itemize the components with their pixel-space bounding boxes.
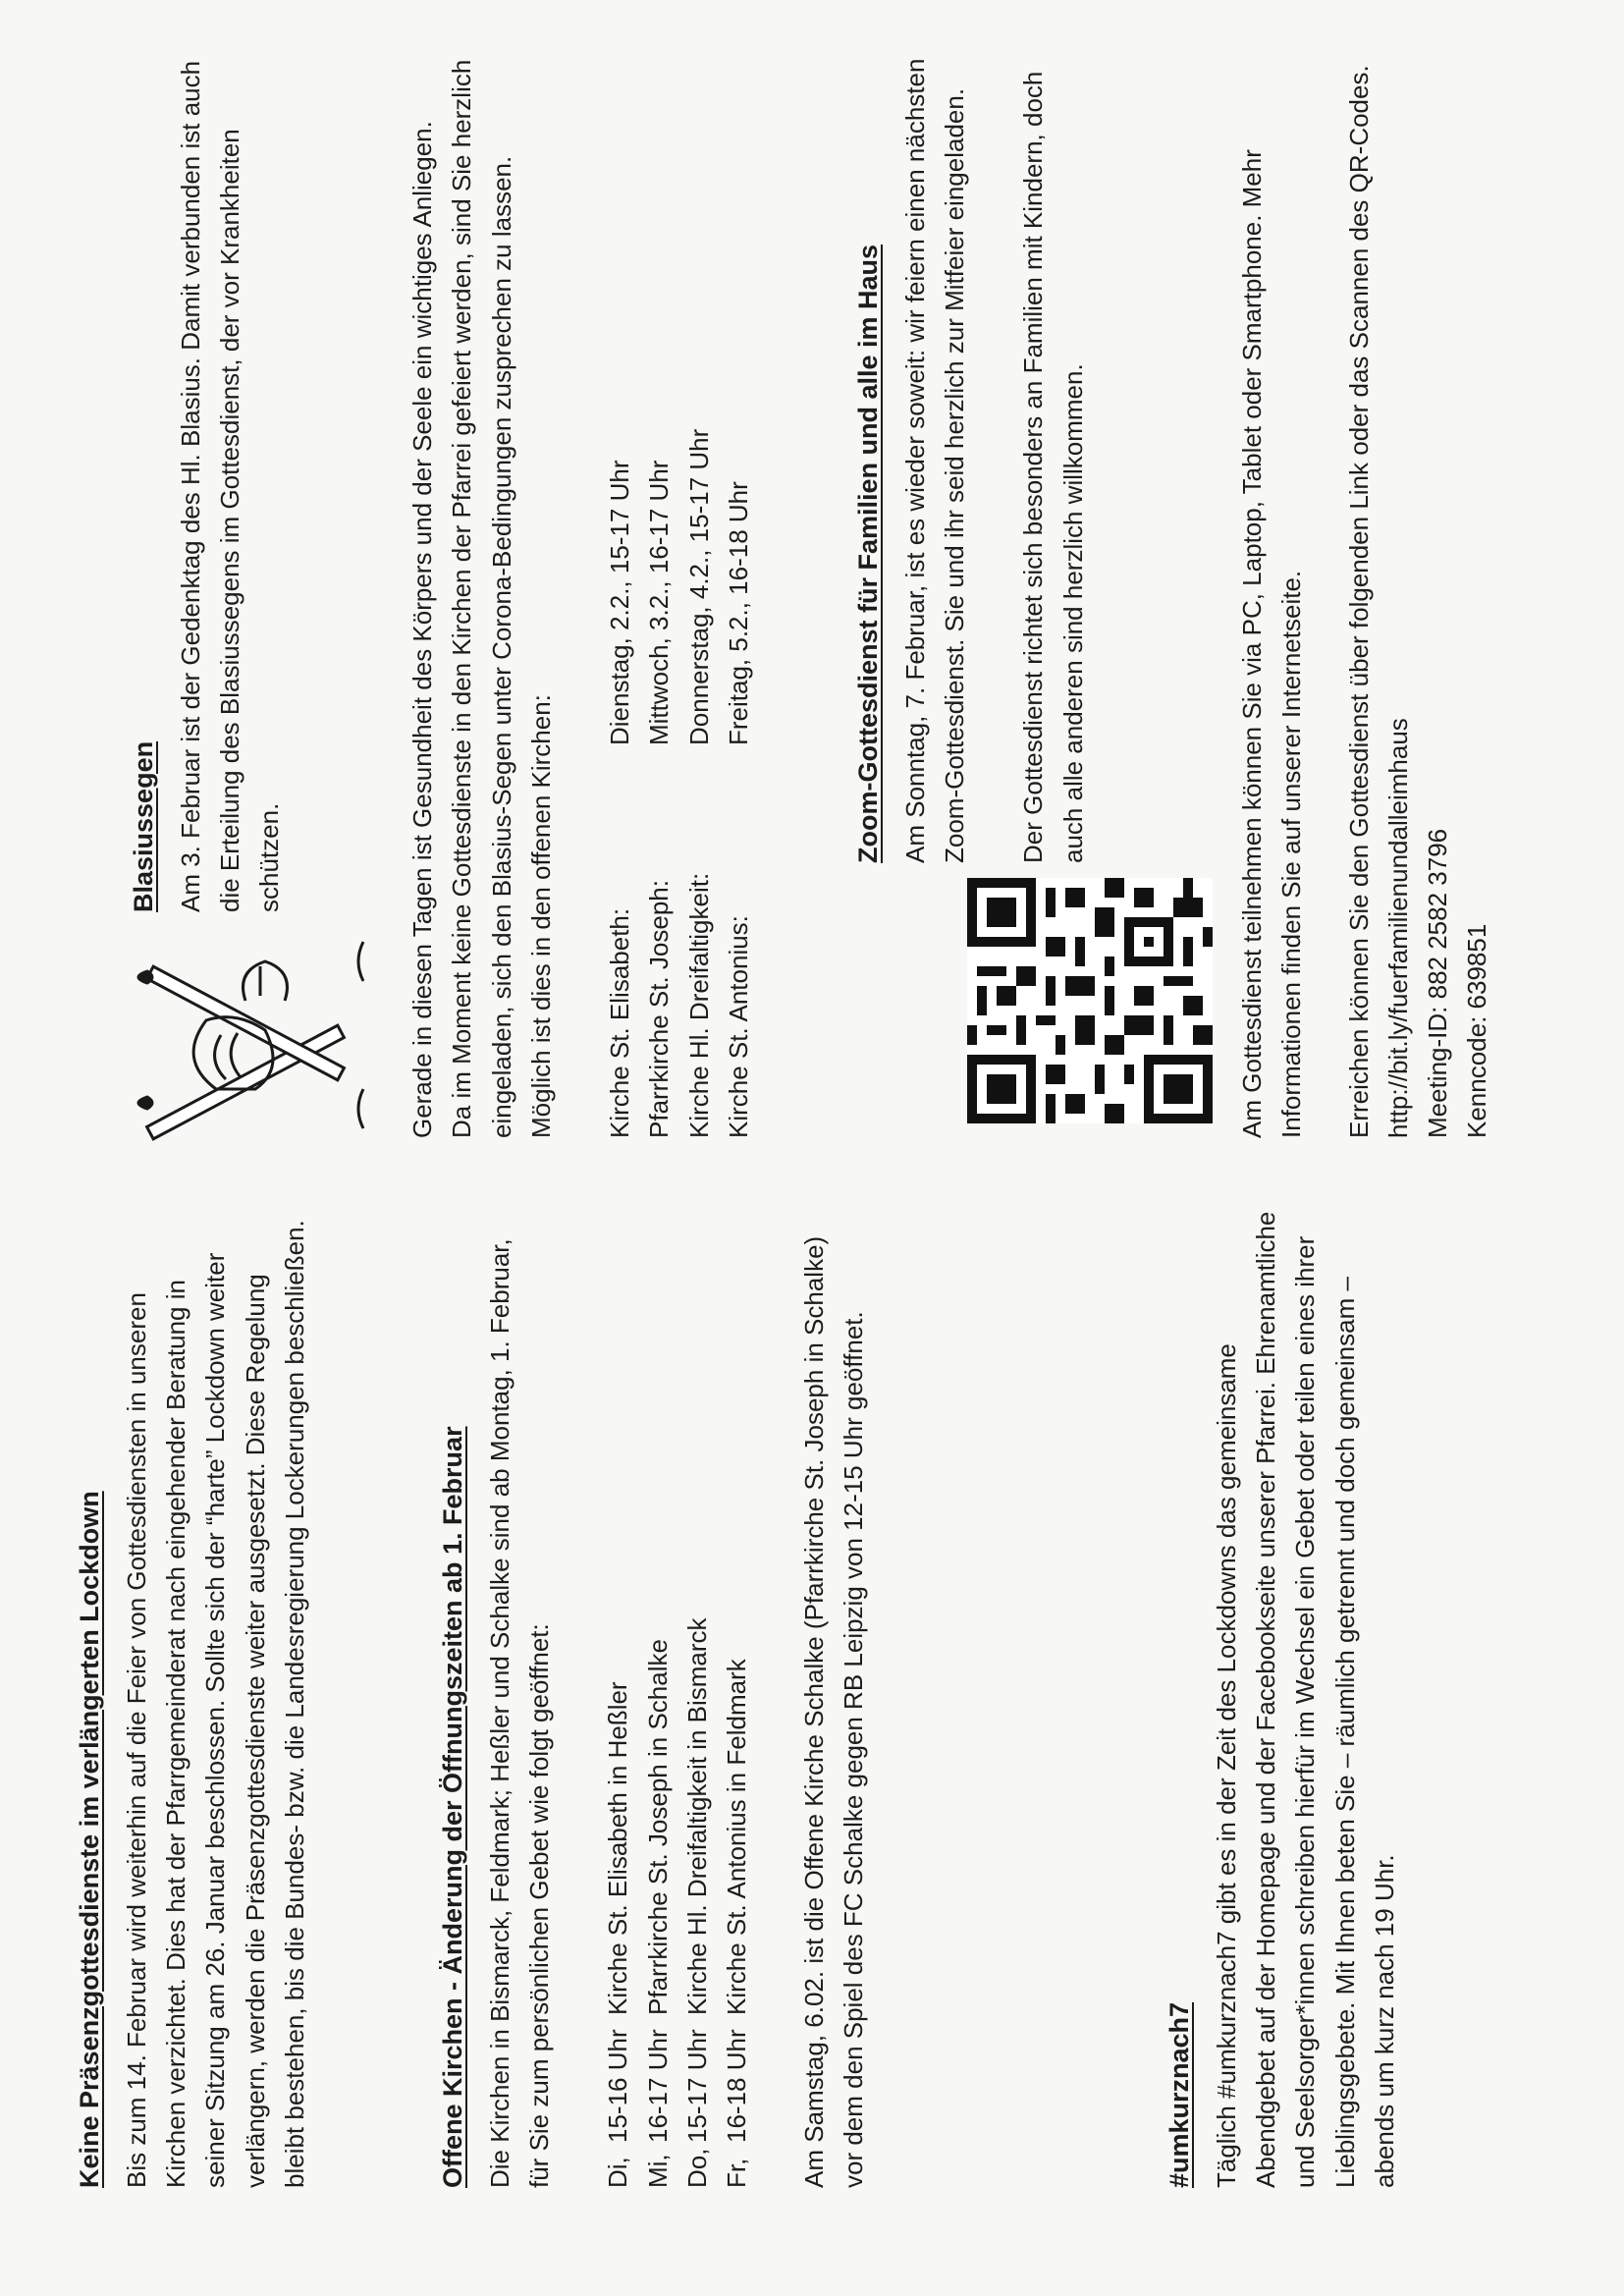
blasius-body: Gerade in diesen Tagen ist Gesundheit des Körpers und der Seele ein wichtiges Anliegen. Da im Moment keine Gottesdienste in den Kirchen der Pfarrei gefeiert werden, sind Sie herzlich eingeladen, sich den Blasius-Segen unter Corona-Bedingungen zusprechen zu lassen. Möglich ist dies in den offenen Kirchen:: [407, 59, 556, 1138]
left-page: [0, 1148, 1624, 2296]
blasius-candles-illustration-icon: [98, 922, 383, 1148]
zoom-qr-code-icon[interactable]: [967, 878, 1213, 1123]
table-row: [679, 429, 719, 1138]
blasius-schedule: [600, 429, 758, 1138]
blasius-heading: Blasiussegen: [129, 740, 158, 912]
offene-kirchen-heading: Offene Kirchen - Änderung der Öffnungszeiten ab 1. Februar: [438, 1426, 467, 2188]
table-row: [600, 429, 639, 1138]
umkurznach7-heading: #umkurznach7: [1164, 2001, 1194, 2188]
schedule-day: Di,: [603, 2157, 633, 2188]
blasius-church: Pfarrkirche St. Joseph:: [644, 880, 675, 1138]
blasius-church: Kirche Hl. Dreifaltigkeit:: [683, 872, 714, 1138]
table-row: [717, 1617, 756, 2188]
zoom-heading: Zoom-Gottesdienst für Familien und alle im Haus: [853, 244, 883, 863]
zoom-text-2: Der Gottesdienst richtet sich besonders an Familien mit Kindern, doch auch alle anderen sind herzlich willkommen.: [1018, 71, 1088, 863]
table-row: [677, 1617, 717, 2188]
schedule-church: Kirche St. Elisabeth in Heßler: [603, 1681, 633, 2015]
umkurznach7-section: [1164, 1206, 1441, 2188]
schedule-time: 16-18 Uhr: [722, 2029, 752, 2143]
blasius-text: Am 3. Februar ist der Gedenktag des Hl. Blasius. Damit verbunden ist auch die Erteilung des Blasiussegens im Gottesdienst, der vor Krankheiten schützen.: [175, 60, 285, 912]
schedule-church: Pfarrkirche St. Joseph in Schalke: [642, 1639, 673, 2015]
lockdown-text: Bis zum 14. Februar wird weiterhin auf die Feier von Gottesdiensten in unseren Kirchen verzichtet. Dies hat der Pfarrgemeinderat nach eingehender Beratung in seiner Sitzung am 26. Januar beschlossen. Sollte sich der “harte” Lockdown weiter verlängern, werden die Präsenzgottesdienste weiter ausgesetzt. Diese Regelung bleibt bestehen, bis die Bundes- bzw. die Landesregierung Lockerungen beschließen.: [121, 1220, 309, 2188]
table-row: [638, 1617, 677, 2188]
zoom-meeting-id: Meeting-ID: 882 2582 3796: [1423, 828, 1453, 1138]
blasius-when: Mittwoch, 3.2., 16-17 Uhr: [644, 460, 675, 745]
offene-kirchen-section: [437, 1206, 910, 2188]
schedule-church: Kirche St. Antonius in Feldmark: [722, 1659, 752, 2015]
table-row: [639, 429, 678, 1138]
table-row: [719, 429, 758, 1138]
zoom-join-section: [1232, 19, 1497, 1138]
schedule-day: Do,: [681, 2148, 712, 2188]
blasius-church: Kirche St. Elisabeth:: [605, 907, 635, 1138]
table-row: [598, 1617, 637, 2188]
schedule-day: Mi,: [642, 2154, 673, 2188]
zoom-text-3: Am Gottesdienst teilnehmen können Sie via PC, Laptop, Tablet oder Smartphone. Mehr Informationen finden Sie auf unserer Internetseite.: [1237, 149, 1307, 1138]
blasius-church: Kirche St. Antonius:: [724, 915, 754, 1138]
offene-kirchen-intro: Die Kirchen in Bismarck, Feldmark; Heßler und Schalke sind ab Montag, 1. Februar, für Sie zum persönlichen Gebet wie folgt geöffnet:: [484, 1238, 555, 2188]
schedule-time: 15-16 Uhr: [603, 2029, 633, 2143]
lockdown-heading: Keine Präsenzgottesdienste im verlängerten Lockdown: [75, 1491, 104, 2188]
offene-kirchen-schedule: [598, 1617, 756, 2188]
blasius-body-section: [403, 28, 758, 1138]
zoom-section: [852, 19, 1093, 863]
blasius-section: [128, 28, 290, 912]
schedule-time: 15-17 Uhr: [681, 2029, 712, 2143]
lockdown-section: [74, 1206, 352, 2188]
zoom-link[interactable]: http://bit.ly/fuerfamilienundalleimhaus: [1382, 718, 1413, 1138]
schedule-day: Fr,: [722, 2158, 752, 2188]
blasius-when: Freitag, 5.2., 16-18 Uhr: [724, 481, 754, 745]
zoom-kenncode: Kenncode: 639851: [1462, 923, 1492, 1138]
offene-kirchen-saturday: Am Samstag, 6.02. ist die Offene Kirche Schalke (Pfarrkirche St. Joseph in Schalke) vor dem den Spiel des FC Schalke gegen RB Leipzig von 12-15 Uhr geöffnet.: [798, 1235, 868, 2188]
schedule-time: 16-17 Uhr: [642, 2029, 673, 2143]
zoom-text-4: Erreichen können Sie den Gottesdienst über folgenden Link oder das Scannen des QR-Codes.: [1343, 65, 1374, 1138]
blasius-when: Dienstag, 2.2., 15-17 Uhr: [605, 460, 635, 745]
blasius-when: Donnerstag, 4.2., 15-17 Uhr: [683, 428, 714, 745]
umkurznach7-text: Täglich #umkurznach7 gibt es in der Zeit des Lockdowns das gemeinsame Abendgebet auf der Homepage und der Facebookseite unserer Pfarrei. Ehrenamtliche und Seelsorger*innen schreiben hierfür im Wechsel ein Gebet oder teilen eines ihrer Lieblingsgebete. Mit Ihnen beten Sie – räumlich getrennt und doch gemeinsam – abends um kurz nach 19 Uhr.: [1211, 1211, 1399, 2188]
schedule-church: Kirche Hl. Dreifaltigkeit in Bismarck: [681, 1617, 712, 2015]
zoom-text-1: Am Sonntag, 7. Februar, ist es wieder soweit: wir feiern einen nächsten Zoom-Gottesdienst. Sie und ihr seid herzlich zur Mitfeier eingeladen.: [899, 58, 970, 863]
